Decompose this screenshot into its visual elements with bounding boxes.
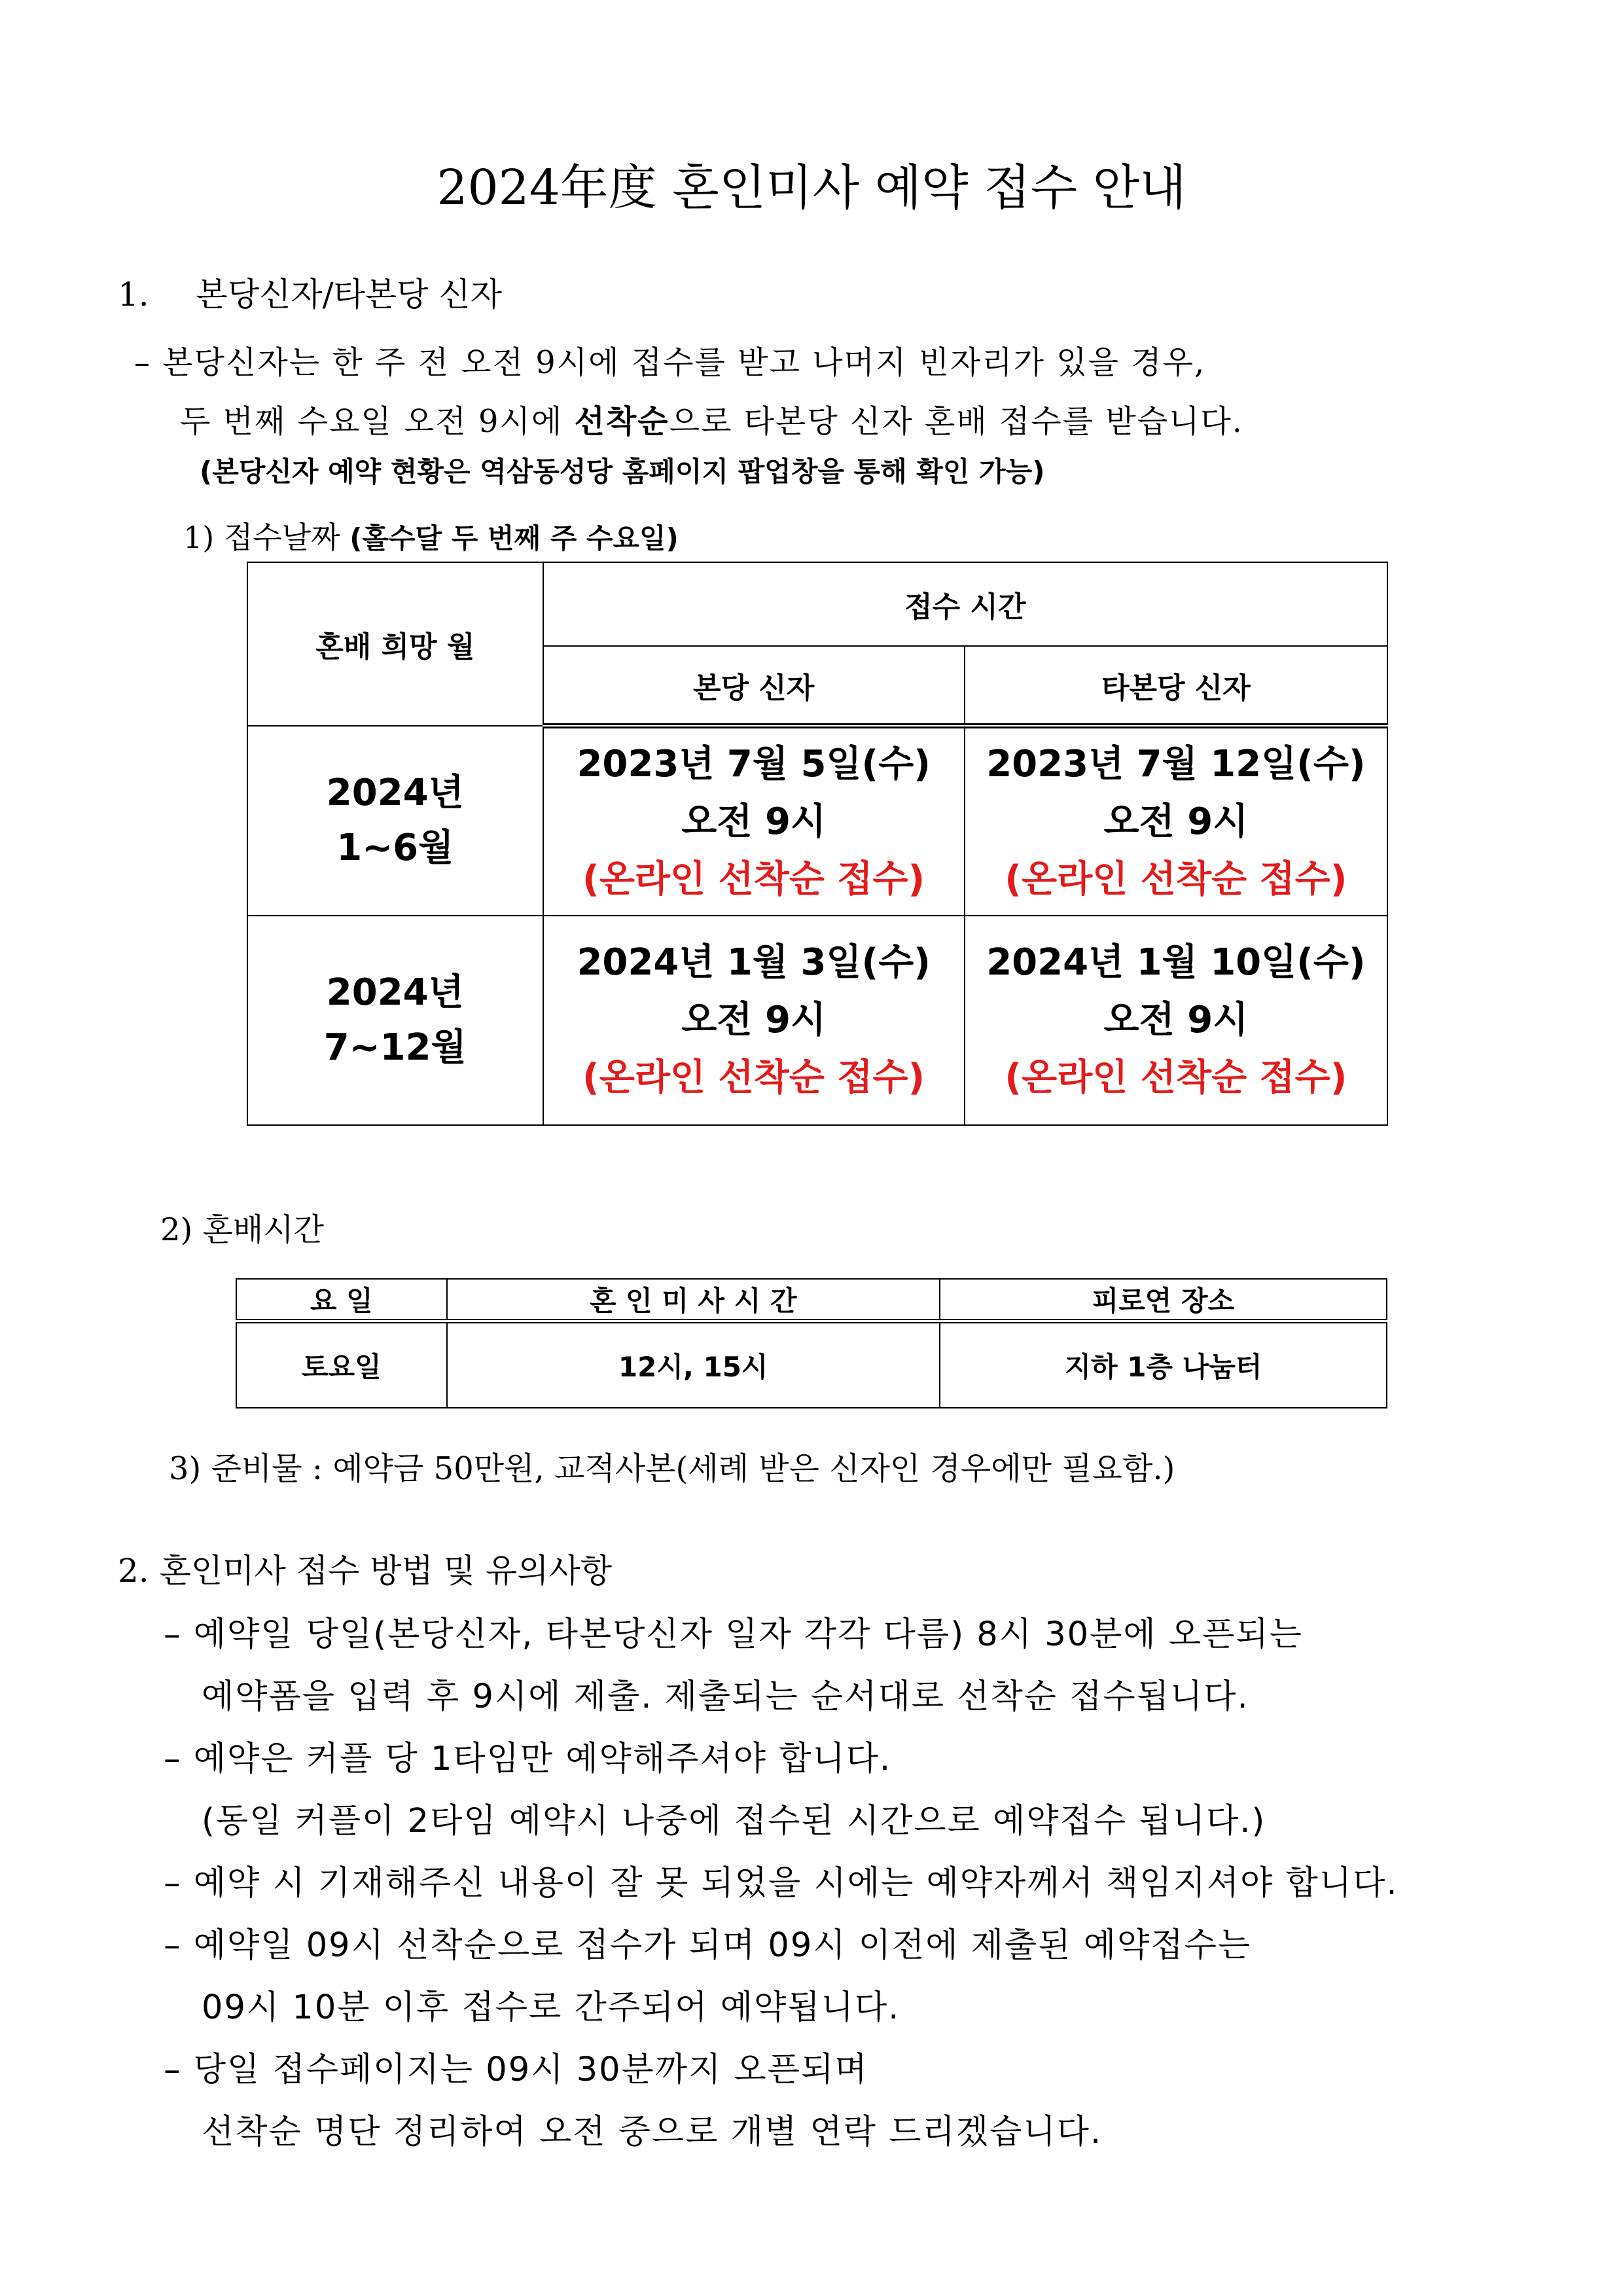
section2-heading: 2. 혼인미사 접수 방법 및 유의사항 bbox=[118, 1552, 613, 1590]
table-row bbox=[247, 916, 1387, 1125]
other-date: 2023년 7월 12일(수) bbox=[986, 742, 1366, 785]
section2-line: – 예약은 커플 당 1타임만 예약해주셔야 합니다. bbox=[164, 1740, 892, 1778]
section2-line: – 예약 시 기재해주신 내용이 잘 못 되었을 시에는 예약자께서 책임지셔야 합니다. bbox=[164, 1864, 1399, 1903]
section2-line: 09시 10분 이후 접수로 간주되어 예약됩니다. bbox=[202, 1988, 901, 2027]
table-row bbox=[247, 726, 1387, 916]
other-time: 오전 9시 bbox=[1103, 800, 1249, 843]
sub2-heading: 2) 혼배시간 bbox=[160, 1211, 324, 1248]
day-cell: 토요일 bbox=[236, 1321, 447, 1408]
sub3-preparation: 3) 준비물 : 예약금 50만원, 교적사본(세례 받은 신자인 경우에만 필요함.) bbox=[169, 1450, 1175, 1487]
month-cell bbox=[247, 726, 543, 916]
other-note: (온라인 선착순 접수) bbox=[1005, 857, 1347, 901]
parish-note: (온라인 선착순 접수) bbox=[582, 1056, 925, 1099]
section1-number: 1. bbox=[118, 276, 149, 314]
other-date: 2024년 1월 10일(수) bbox=[986, 941, 1366, 984]
section2-line: – 당일 접수페이지는 09시 30분까지 오픈되며 bbox=[164, 2051, 868, 2089]
mass-time-cell: 12시, 15시 bbox=[447, 1321, 940, 1408]
section1-bullet-line2 bbox=[180, 396, 1243, 441]
month-year: 2024년 bbox=[326, 772, 464, 814]
table-row bbox=[236, 1321, 1387, 1408]
wedding-time-table bbox=[236, 1278, 1387, 1408]
parish-time: 오전 9시 bbox=[681, 999, 827, 1041]
sub1-bold: (홀수달 두 번째 주 수요일) bbox=[349, 522, 679, 554]
section1-heading bbox=[118, 268, 502, 315]
col-header-parish: 본당 신자 bbox=[543, 646, 965, 726]
parish-date: 2023년 7월 5일(수) bbox=[577, 742, 931, 785]
sub1-label: 1) 접수날짜 bbox=[183, 520, 350, 555]
col-header-day: 요 일 bbox=[236, 1279, 447, 1321]
section2-line: 예약폼을 입력 후 9시에 제출. 제출되는 순서대로 선착순 접수됩니다. bbox=[202, 1677, 1249, 1716]
col-header-mass-time: 혼 인 미 사 시 간 bbox=[447, 1279, 940, 1321]
parish-note: (온라인 선착순 접수) bbox=[582, 857, 925, 901]
col-header-month: 혼배 희망 월 bbox=[247, 562, 543, 726]
section1-title: 본당신자/타본당 신자 bbox=[196, 276, 502, 314]
sub1-heading bbox=[183, 514, 679, 557]
col-header-reception-place: 피로연 장소 bbox=[940, 1279, 1387, 1321]
page-title: 2024年度 혼인미사 예약 접수 안내 bbox=[437, 160, 1186, 216]
other-cell bbox=[965, 726, 1387, 916]
col-header-other: 타본당 신자 bbox=[965, 646, 1387, 726]
section2-line: – 예약일 09시 선착순으로 접수가 되며 09시 이전에 제출된 예약접수는 bbox=[164, 1926, 1252, 1965]
homepage-note: (본당신자 예약 현황은 역삼동성당 홈페이지 팝업창을 통해 확인 가능) bbox=[200, 456, 1045, 488]
parish-date: 2024년 1월 3일(수) bbox=[577, 941, 931, 984]
reception-place-cell: 지하 1층 나눔터 bbox=[940, 1321, 1387, 1408]
parish-cell bbox=[543, 726, 965, 916]
section2-line: (동일 커플이 2타임 예약시 나중에 접수된 시간으로 예약접수 됩니다.) bbox=[202, 1802, 1266, 1840]
section2-line: – 예약일 당일(본당신자, 타본당신자 일자 각각 다름) 8시 30분에 오픈되는 bbox=[164, 1615, 1303, 1654]
other-time: 오전 9시 bbox=[1103, 999, 1249, 1041]
month-range: 7~12월 bbox=[323, 1026, 467, 1069]
bullet-line2-post: 으로 타본당 신자 혼배 접수를 받습니다. bbox=[669, 403, 1244, 440]
month-year: 2024년 bbox=[326, 971, 464, 1014]
col-header-time: 접수 시간 bbox=[543, 562, 1387, 646]
month-range: 1~6월 bbox=[336, 827, 454, 869]
bullet-line2-bold: 선착순 bbox=[574, 403, 669, 440]
bullet-line2-pre: 두 번째 수요일 오전 9시에 bbox=[180, 403, 575, 440]
parish-cell bbox=[543, 916, 965, 1125]
parish-time: 오전 9시 bbox=[681, 800, 827, 843]
section1-bullet-line1: – 본당신자는 한 주 전 오전 9시에 접수를 받고 나머지 빈자리가 있을 경우, bbox=[134, 344, 1206, 381]
other-cell bbox=[965, 916, 1387, 1125]
month-cell bbox=[247, 916, 543, 1125]
other-note: (온라인 선착순 접수) bbox=[1005, 1056, 1347, 1099]
reception-date-table bbox=[247, 562, 1388, 1126]
section2-line: 선착순 명단 정리하여 오전 중으로 개별 연락 드리겠습니다. bbox=[202, 2113, 1103, 2151]
